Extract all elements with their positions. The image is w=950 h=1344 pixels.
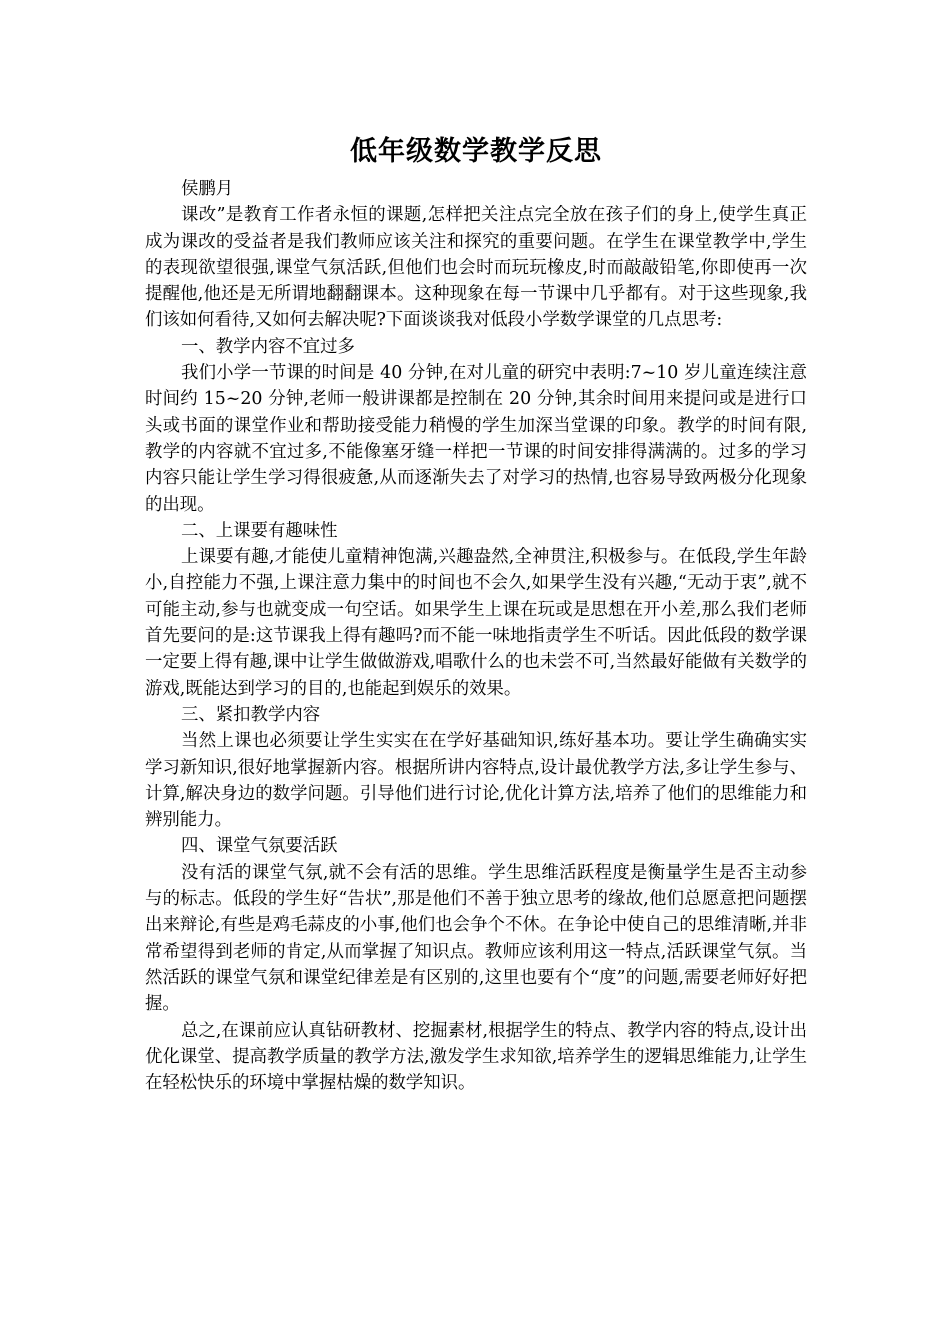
section-heading-1: 一、教学内容不宜过多 xyxy=(181,336,355,357)
section-heading-2: 二、上课要有趣味性 xyxy=(181,520,338,541)
intro-paragraph: 课改”是教育工作者永恒的课题,怎样把关注点完全放在孩子们的身上,使学生真正成为课改的受益者是我们教师应该关注和探究的重要问题。在学生在课堂教学中,学生的表现欲望很强,课堂气氛活跃,但他们也会时而玩玩橡皮,时而敲敲铅笔,你即使再一次提醒他,他还是无所谓地翻翻课本。这种现象在每一节课中几乎都有。对于这些现象,我们该如何看待,又如何去解决呢?下面谈谈我对低段小学数学课堂的几点思考: xyxy=(145,205,807,331)
section-heading-4: 四、课堂气氛要活跃 xyxy=(181,836,338,857)
section-heading-3: 三、紧扣教学内容 xyxy=(181,704,321,725)
section-paragraph-4: 没有活的课堂气氛,就不会有活的思维。学生思维活跃程度是衡量学生是否主动参与的标志。低段的学生好“告状”,那是他们不善于独立思考的缘故,他们总愿意把问题摆出来辩论,有些是鸡毛蒜皮的小事,他们也会争个不休。在争论中使自己的思维清晰,并非常希望得到老师的肯定,从而掌握了知识点。教师应该利用这一特点,活跃课堂气氛。当然活跃的课堂气氛和课堂纪律差是有区别的,这里也要有个“度”的问题,需要老师好好把握。 xyxy=(145,862,807,1015)
document-title: 低年级数学教学反思 xyxy=(350,136,602,167)
section-paragraph-3: 当然上课也必须要让学生实实在在学好基础知识,练好基本功。要让学生确确实实学习新知识,很好地掌握新内容。根据所讲内容特点,设计最优教学方法,多让学生参与、计算,解决身边的数学问题。引导他们进行讨论,优化计算方法,培养了他们的思维能力和辨别能力。 xyxy=(145,731,807,831)
document-body xyxy=(145,130,807,1096)
section-paragraph-2: 上课要有趣,才能使儿童精神饱满,兴趣盎然,全神贯注,积极参与。在低段,学生年龄小,自控能力不强,上课注意力集中的时间也不会久,如果学生没有兴趣,“无动于衷”,就不可能主动,参与也就变成一句空话。如果学生上课在玩或是思想在开小差,那么我们老师首先要问的是:这节课我上得有趣吗?而不能一味地指责学生不听话。因此低段的数学课一定要上得有趣,课中让学生做做游戏,唱歌什么的也未尝不可,当然最好能做有关数学的游戏,既能达到学习的目的,也能起到娱乐的效果。 xyxy=(145,547,807,699)
conclusion-paragraph: 总之,在课前应认真钻研教材、挖掘素材,根据学生的特点、教学内容的特点,设计出优化课堂、提高教学质量的教学方法,激发学生求知欲,培养学生的逻辑思维能力,让学生在轻松快乐的环境中掌握枯燥的数学知识。 xyxy=(145,1020,807,1094)
author-line: 侯鹏月 xyxy=(181,179,234,199)
section-paragraph-1: 我们小学一节课的时间是 40 分钟,在对儿童的研究中表明:7~10 岁儿童连续注意时间约 15~20 分钟,老师一般讲课都是控制在 20 分钟,其余时间用来提问或是进行口头或书面的课堂作业和帮助接受能力稍慢的学生加深当堂课的印象。教学的时间有限,教学的内容就不宜过多,不能像塞牙缝一样把一节课的时间安排得满满的。过多的学习内容只能让学生学习得很疲惫,从而逐渐失去了对学习的热情,也容易导致两极分化现象的出现。 xyxy=(145,363,807,515)
